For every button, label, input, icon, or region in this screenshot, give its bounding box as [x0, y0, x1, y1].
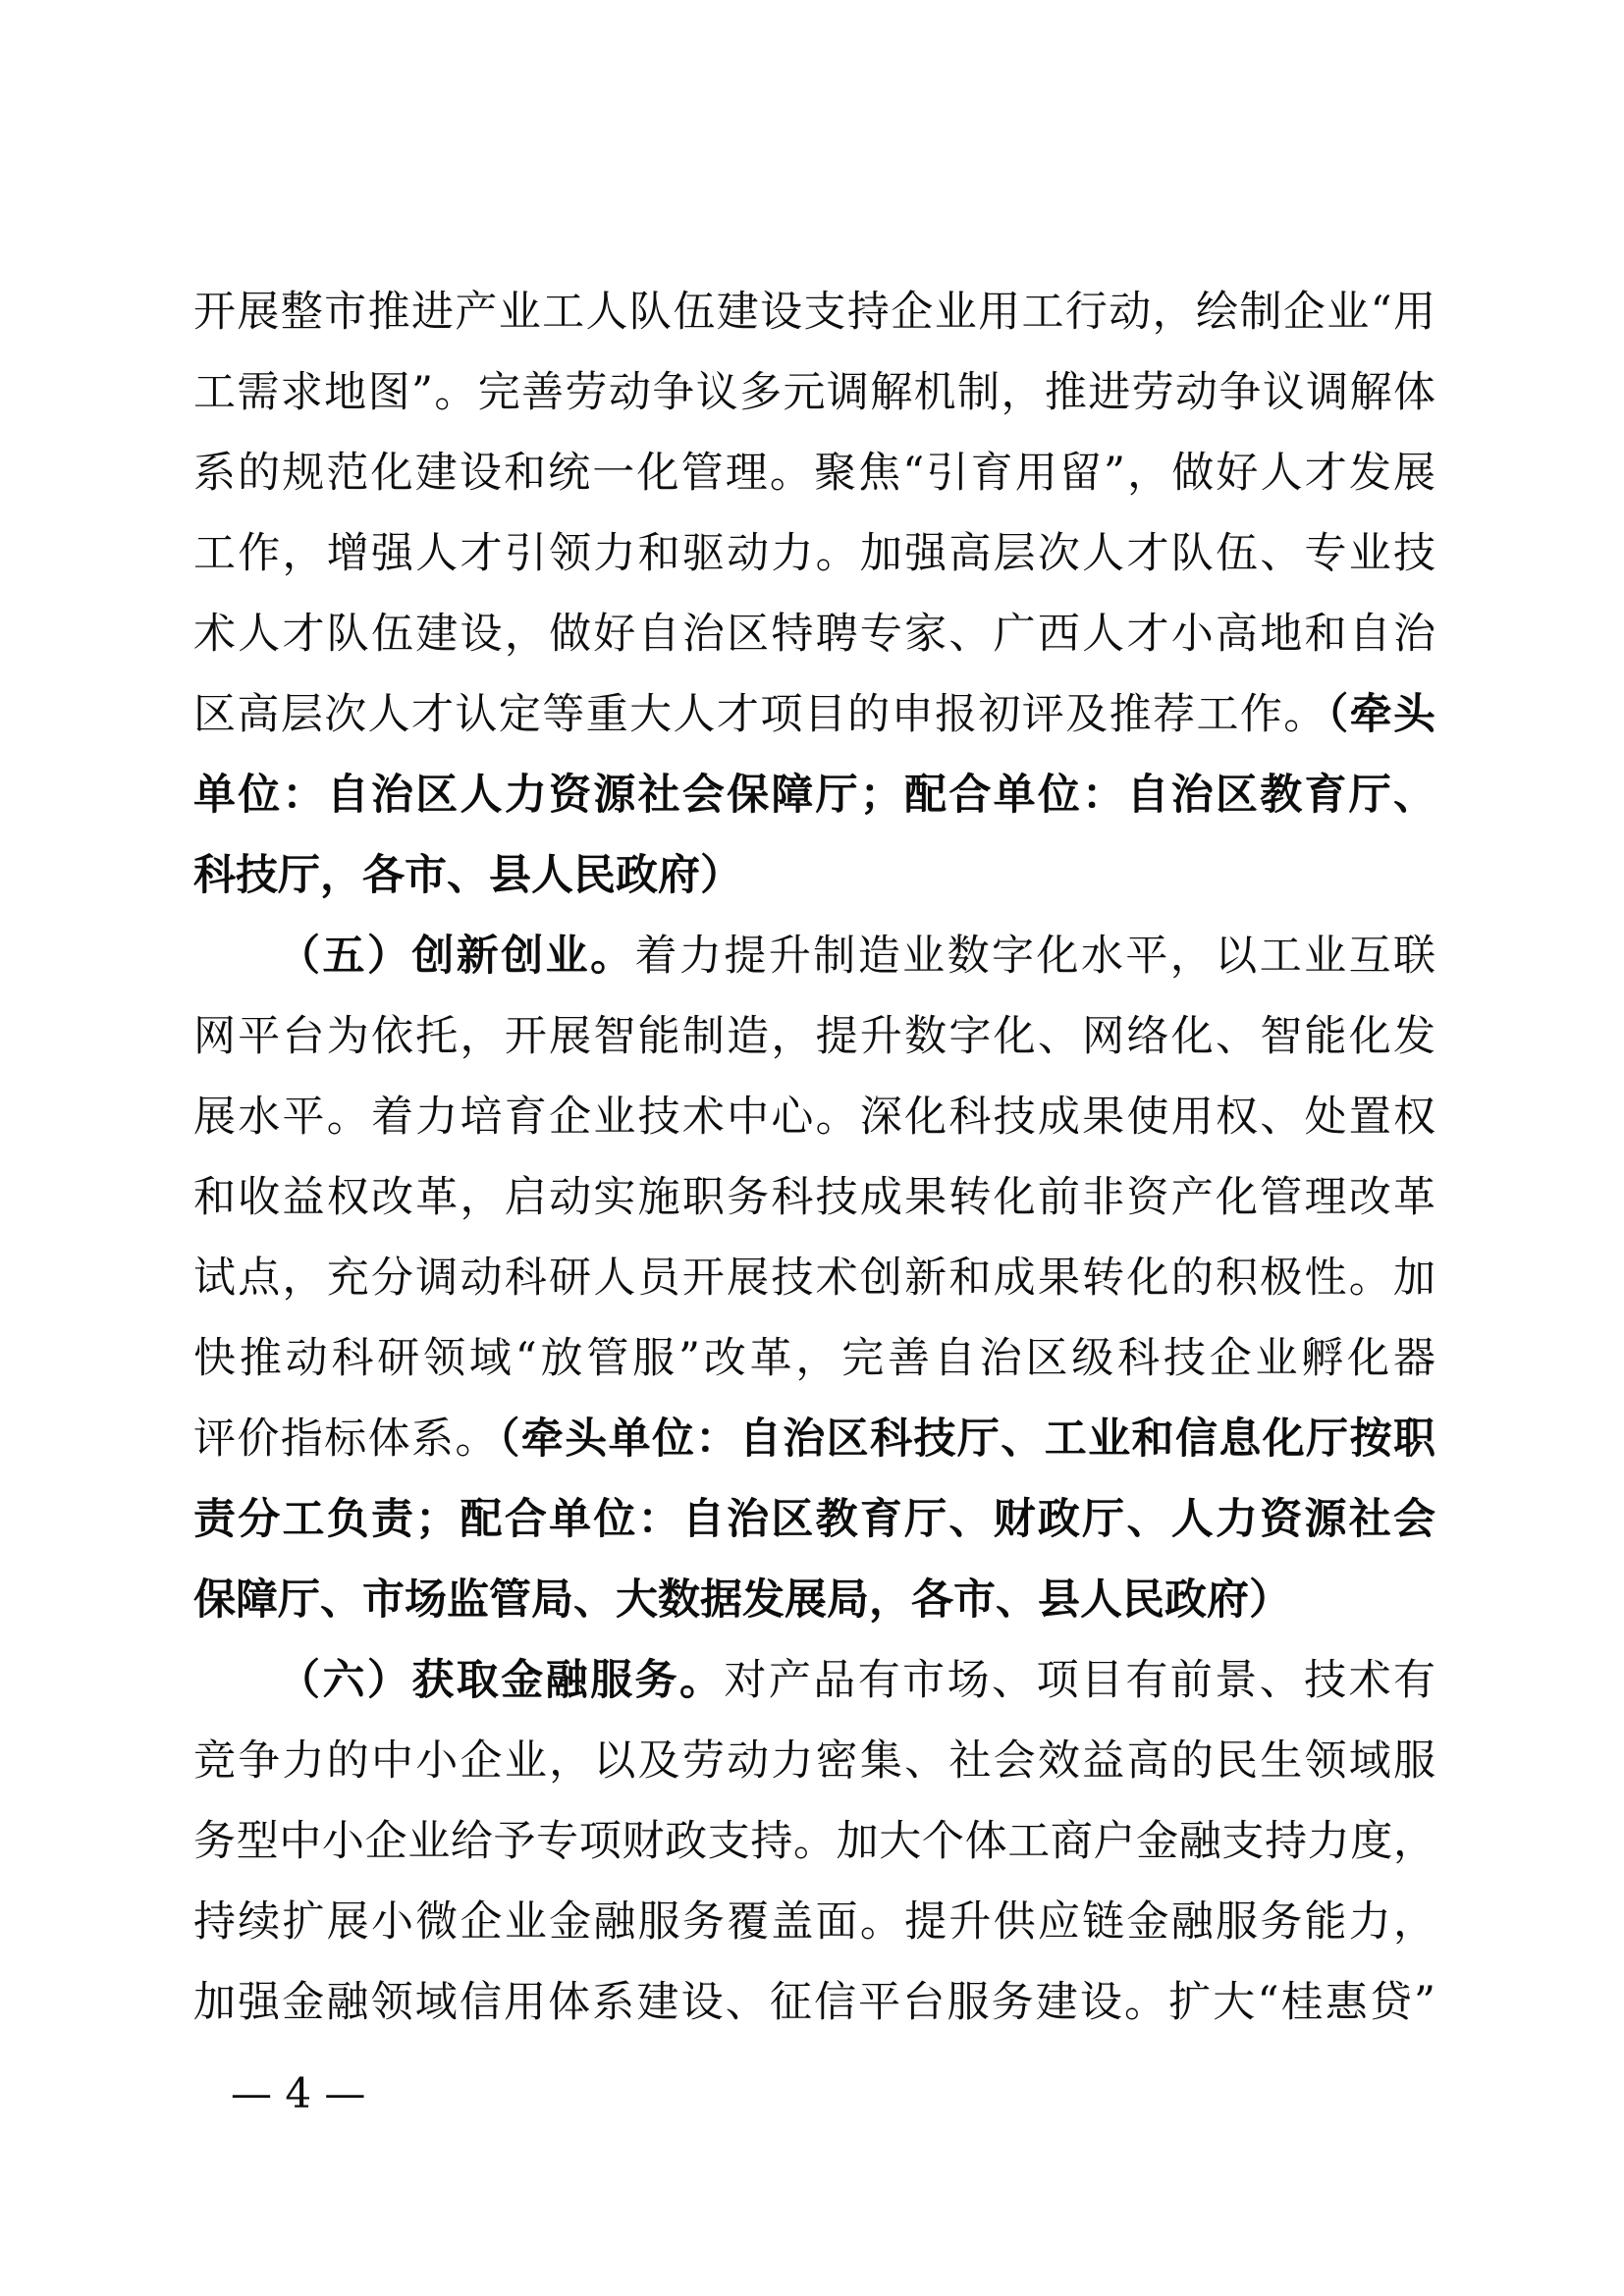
text-line — [193, 1077, 1435, 1157]
text-segment: 术人才队伍建设，做好自治区特聘专家、广西人才小高地和自治 — [193, 610, 1435, 659]
text-segment: 网平台为依托，开展智能制造，提升数字化、网络化、智能化发 — [193, 1012, 1435, 1061]
text-segment: 展水平。着力培育企业技术中心。深化科技成果使用权、处置权 — [193, 1093, 1435, 1142]
text-line — [193, 674, 1435, 755]
text-segment: 快推动科研领域“放管服”改革，完善自治区级科技企业孵化器 — [193, 1334, 1435, 1383]
text-segment-bold: 保障厅、市场监管局、大数据发展局，各市、县人民政府） — [193, 1575, 1291, 1625]
document-body — [193, 272, 1435, 2043]
text-segment-bold: 单位：自治区人力资源社会保障厅；配合单位：自治区教育厅、 — [193, 771, 1435, 820]
text-line — [193, 835, 1435, 916]
text-segment: 和收益权改革，启动实施职务科技成果转化前非资产化管理改革 — [193, 1173, 1435, 1222]
text-segment: 评价指标体系。 — [193, 1415, 499, 1464]
text-segment: 系的规范化建设和统一化管理。聚焦“引育用留”，做好人才发展 — [193, 449, 1435, 498]
text-line — [193, 352, 1435, 433]
text-line — [193, 272, 1435, 352]
text-line — [193, 916, 1435, 996]
text-segment-bold: 科技厅，各市、县人民政府） — [193, 851, 742, 900]
text-segment: 着力提升制造业数字化水平，以工业互联 — [634, 932, 1436, 981]
text-segment: 持续扩展小微企业金融服务覆盖面。提升供应链金融服务能力， — [193, 1897, 1435, 1947]
text-line — [193, 1157, 1435, 1238]
page-number-label: — 4 — — [231, 2069, 366, 2117]
text-line — [193, 1479, 1435, 1560]
text-segment-bold: （六）获取金融服务。 — [278, 1656, 725, 1705]
text-line — [193, 996, 1435, 1077]
text-line — [193, 513, 1435, 594]
text-segment: 对产品有市场、项目有前景、技术有 — [724, 1656, 1436, 1705]
text-segment: 加强金融领域信用体系建设、征信平台服务建设。扩大“桂惠贷” — [193, 1978, 1435, 2027]
text-segment: 务型中小企业给予专项财政支持。加大个体工商户金融支持力度， — [193, 1817, 1435, 1866]
text-line — [193, 1560, 1435, 1640]
page-number — [231, 2061, 365, 2126]
text-line — [193, 1801, 1435, 1882]
text-line — [193, 755, 1435, 835]
text-line — [193, 433, 1435, 513]
text-line — [193, 1882, 1435, 1962]
text-segment: 工需求地图”。完善劳动争议多元调解机制，推进劳动争议调解体 — [193, 368, 1435, 417]
text-line — [193, 1721, 1435, 1801]
text-line — [193, 1399, 1435, 1479]
text-line — [193, 1640, 1435, 1721]
text-segment-bold: 责分工负责；配合单位：自治区教育厅、财政厅、人力资源社会 — [193, 1495, 1435, 1544]
text-segment-bold: （牵头单位：自治区科技厅、工业和信息化厅按职 — [498, 1415, 1435, 1464]
text-line — [193, 1318, 1435, 1399]
text-segment-bold: （牵头 — [1326, 690, 1436, 739]
text-segment-bold: （五）创新创业。 — [278, 932, 635, 981]
text-segment: 竞争力的中小企业，以及劳动力密集、社会效益高的民生领域服 — [193, 1736, 1435, 1786]
text-line — [193, 1962, 1435, 2043]
text-segment: 试点，充分调动科研人员开展技术创新和成果转化的积极性。加 — [193, 1254, 1435, 1303]
text-segment: 开展整市推进产业工人队伍建设支持企业用工行动，绘制企业“用 — [193, 288, 1435, 337]
text-line — [193, 594, 1435, 674]
text-segment: 工作，增强人才引领力和驱动力。加强高层次人才队伍、专业技 — [193, 529, 1435, 578]
text-segment: 区高层次人才认定等重大人才项目的申报初评及推荐工作。 — [193, 690, 1327, 739]
text-line — [193, 1238, 1435, 1318]
